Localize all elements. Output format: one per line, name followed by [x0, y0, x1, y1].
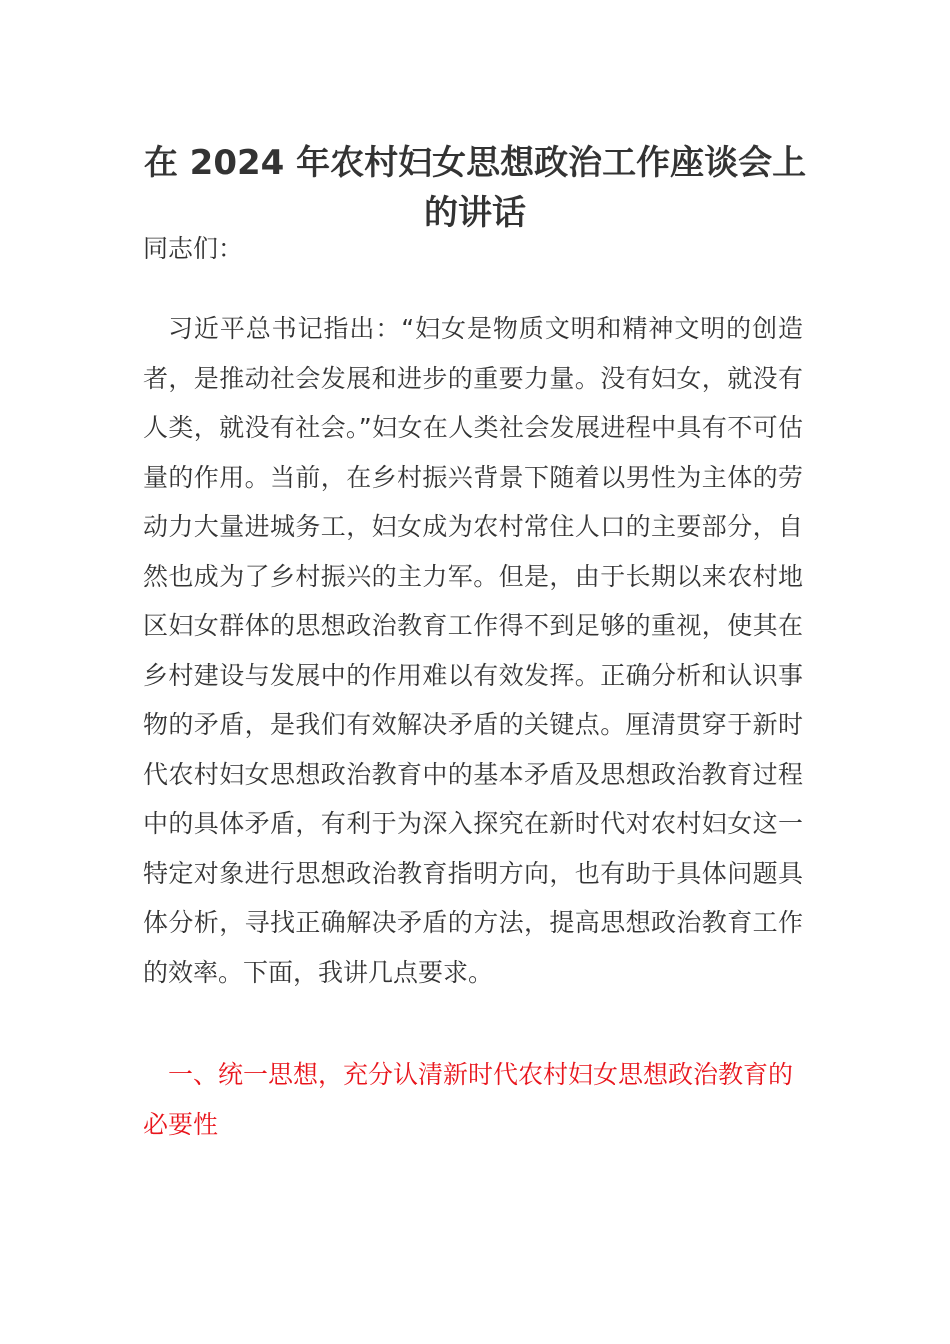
- document-title: 在 2024 年农村妇女思想政治工作座谈会上的讲话: [143, 143, 807, 233]
- salutation: 同志们：: [143, 234, 244, 263]
- section-heading-one: 一、统一思想，充分认清新时代农村妇女思想政治教育的必要性: [143, 1060, 794, 1139]
- body-paragraph: 习近平总书记指出：“妇女是物质文明和精神文明的创造者，是推动社会发展和进步的重要力量。没有妇女，就没有人类，就没有社会。”妇女在人类社会发展进程中具有不可估量的作用。当前，在乡村振兴背景下随着以男性为主体的劳动力大量进城务工，妇女成为农村常住人口的主要部分，自然也成为了乡村振兴的主力军。但是，由于长期以来农村地区妇女群体的思想政治教育工作得不到足够的重视，使其在乡村建设与发展中的作用难以有效发挥。正确分析和认识事物的矛盾，是我们有效解决矛盾的关键点。厘清贯穿于新时代农村妇女思想政治教育中的基本矛盾及思想政治教育过程中的具体矛盾，有利于为深入探究在新时代对农村妇女这一特定对象进行思想政治教育指明方向，也有助于具体问题具体分析，寻找正确解决矛盾的方法，提高思想政治教育工作的效率。下面，我讲几点要求。: [143, 314, 803, 987]
